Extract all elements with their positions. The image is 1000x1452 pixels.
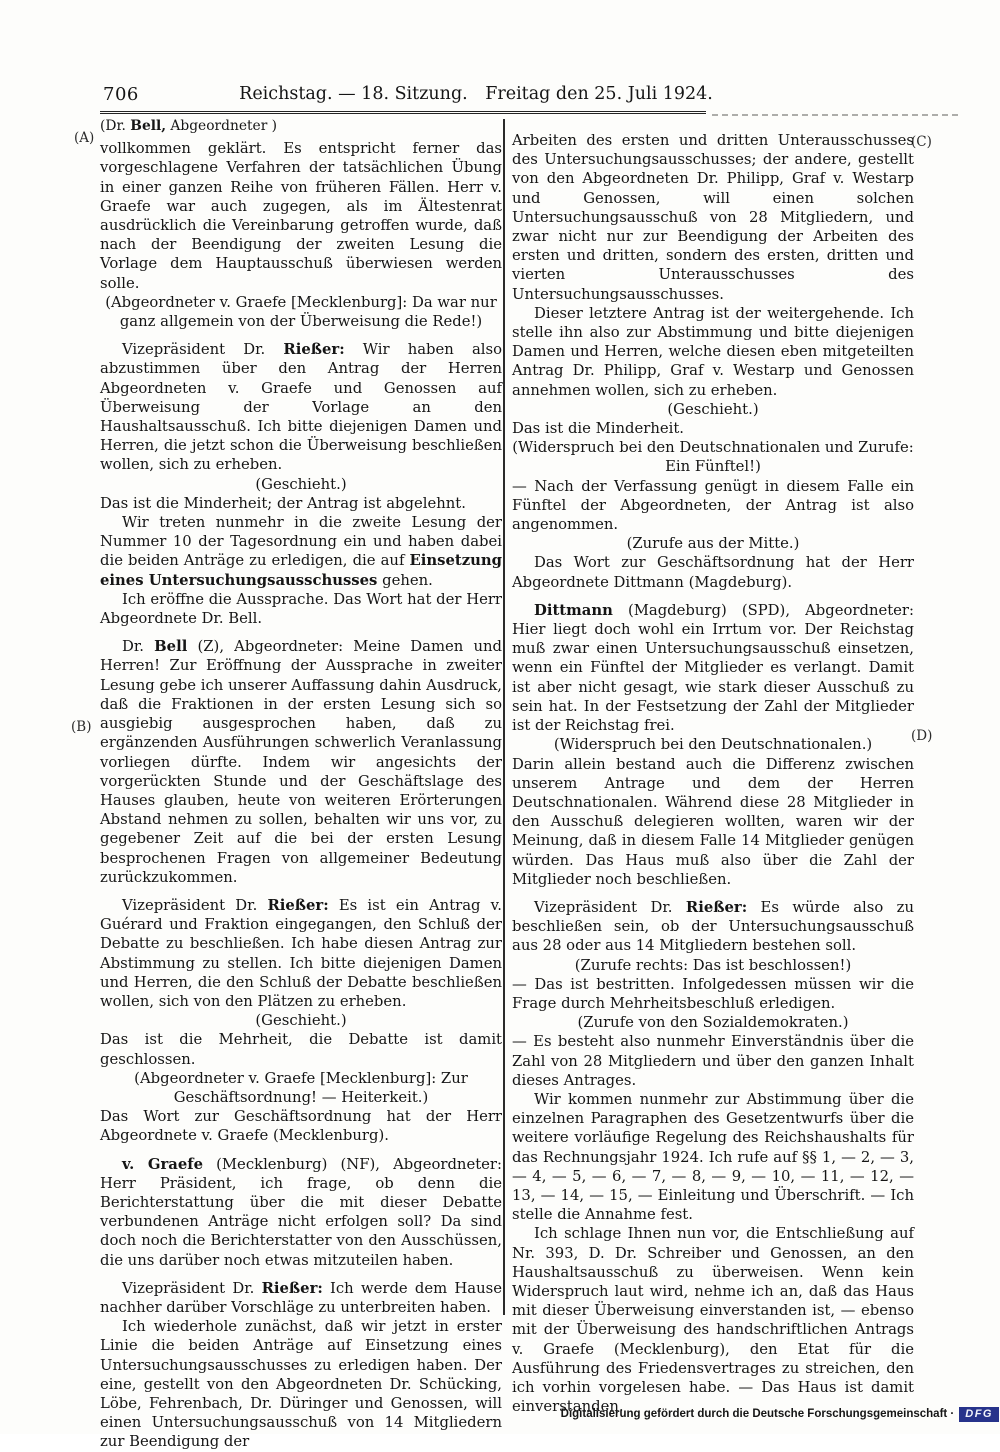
paragraph	[512, 131, 914, 304]
text-segment: Bell	[154, 638, 188, 656]
text-segment: (Widerspruch bei den Deutschnationalen und Zurufe: Ein Fünftel!)	[512, 439, 914, 476]
text-segment: Darin allein bestand auch die Differenz zwischen unserem Antrage und dem der Herren Deutschnationalen. Während diese 28 Mitglieder in den Ausschuß delegieren wollten, waren wir der Meinung, daß in diesem Falle 14 Mitglieder genügen würden. Das Haus muß also über die Zahl der Mitglieder noch beschließen.	[512, 755, 914, 888]
text-segment: (Zurufe aus der Mitte.)	[626, 535, 800, 553]
paragraph	[100, 1155, 502, 1270]
text-segment: Das ist die Mehrheit, die Debatte ist damit geschlossen.	[100, 1031, 502, 1068]
text-segment: Rießer:	[261, 1279, 323, 1297]
text-segment: Das Wort zur Geschäftsordnung hat der Herr Abgeordnete Dittmann (Magdeburg).	[512, 554, 914, 591]
margin-label-a: (A)	[74, 130, 95, 146]
stage-direction	[100, 1069, 502, 1107]
text-segment: Ich eröffne die Aussprache. Das Wort hat der Herr Abgeordnete Dr. Bell.	[100, 590, 502, 628]
paragraph	[100, 513, 502, 590]
text-segment: (Mecklenburg) (NF), Abgeordneter: Herr Präsident, ich frage, ob denn die Berichterstattung über die mit dieser Debatte verbundenen Anträge nicht erfolgen soll? Da sind doch noch die Berichterstatter von den Ausschüssen, die uns darüber noch etwas mitzuteilen haben.	[100, 1155, 502, 1269]
paragraph	[512, 419, 914, 438]
page-number: 706	[103, 84, 139, 105]
text-segment: Wir kommen nunmehr zur Abstimmung über die einzelnen Paragraphen des Gesetzentwurfs über die weitere vorläufige Regelung des Reichshaushalts für das Rechnungsjahr 1924. Ich rufe auf §§ 1, — 2, — 3, — 4, — 5, — 6, — 7, — 8, — 9, — 10, — 11, — 12, — 13, — 14, — 15, — Einleitung und Überschrift. — Ich stelle die Annahme fest.	[512, 1090, 914, 1224]
paragraph	[100, 1030, 502, 1068]
page-header-title: Reichstag. — 18. Sitzung. Freitag den 25. Juli 1924.	[239, 84, 713, 104]
text-segment: Es ist ein Antrag v. Guérard und Fraktion eingegangen, den Schluß der Debatte zu beschließen. Ich habe diesen Antrag zur Abstimmung zu stellen. Ich bitte diejenigen Damen und Herren, die den Schluß der Debatte beschließen wollen, sich von den Plätzen zu erheben.	[100, 896, 502, 1010]
paragraph	[100, 590, 502, 628]
stage-direction	[512, 400, 914, 419]
margin-label-b: (B)	[71, 719, 92, 735]
stage-direction	[100, 293, 502, 331]
text-segment: (Abgeordneter v. Graefe [Mecklenburg]: Da war nur ganz allgemein von der Überweisung die Rede!)	[105, 293, 497, 331]
left-column	[100, 117, 502, 1452]
text-segment: — Das ist bestritten. Infolgedessen müssen wir die Frage durch Mehrheitsbeschluß erledigen.	[512, 975, 914, 1012]
dfg-logo: DFG	[959, 1407, 999, 1422]
text-segment: Rießer:	[685, 898, 748, 916]
paragraph	[512, 553, 914, 591]
paragraph	[512, 477, 914, 535]
margin-label-d: (D)	[911, 728, 933, 744]
stage-direction	[512, 956, 914, 975]
text-segment: Wir treten nunmehr in die zweite Lesung der Nummer 10 der Tagesordnung ein und haben dabei die beiden Anträge zu erledigen, die auf	[100, 514, 502, 570]
right-column	[512, 131, 914, 1416]
column-divider	[503, 119, 505, 1315]
paragraph	[100, 340, 502, 474]
text-segment: — Nach der Verfassung genügt in diesem Falle ein Fünftel der Abgeordneten, der Antrag ist also angenommen.	[512, 477, 914, 534]
text-segment: Das ist die Minderheit; der Antrag ist abgelehnt.	[100, 494, 466, 512]
text-segment: vollkommen geklärt. Es entspricht ferner das vorgeschlagene Verfahren der tatsächlichen Übung in einer ganzen Reihe von früheren Fällen. Herr v. Graefe war auch zugegen, als im Ältestenrat ausdrücklich die Vereinbarung getroffen wurde, daß nach der Beendigung der zweiten Lesung die Vorlage dem Hauptausschuß überwiesen werden solle.	[100, 140, 502, 292]
footer-credit-text: Digitalisierung gefördert durch die Deutsche Forschungsgemeinschaft ·	[560, 1408, 955, 1420]
text-segment: v. Graefe	[122, 1155, 204, 1173]
paragraph	[512, 1032, 914, 1090]
text-segment: Ich schlage Ihnen nun vor, die Entschließung auf Nr. 393, D. Dr. Schreiber und Genossen, an den Haushaltsausschuß zu überweisen. Wenn kein Widerspruch laut wird, nehme ich an, daß das Haus mit dieser Überweisung einverstanden ist, — ebenso mit der Überweisung des handschriftlichen Antrags v. Graefe (Mecklenburg), den Etat für die Ausführung des Friedensvertrages zu streichen, den ich vorhin vorgelesen habe. — Das Haus ist damit einverstanden.	[512, 1225, 914, 1416]
paragraph	[512, 1224, 914, 1416]
text-segment: Einsetzung eines Untersuchungsausschusses	[100, 552, 502, 589]
text-segment: Abgeordneter )	[166, 118, 278, 134]
text-segment: (Dr.	[100, 118, 131, 134]
paragraph	[512, 898, 914, 956]
text-segment: (Widerspruch bei den Deutschnationalen.)	[553, 736, 873, 754]
paragraph	[100, 896, 502, 1011]
stage-direction	[512, 438, 914, 476]
stage-direction	[100, 475, 502, 494]
text-segment: Dittmann	[534, 601, 613, 619]
paragraph	[100, 139, 502, 293]
margin-label-c: (C)	[911, 134, 932, 150]
text-segment: Dieser letztere Antrag ist der weitergehende. Ich stelle ihn also zur Abstimmung und bitte diejenigen Damen und Herren, welche diesen eben mitgeteilten Antrag Dr. Philipp, Graf v. Westarp und Genossen annehmen wollen, sich zu erheben.	[512, 304, 914, 399]
text-segment: Ich werde dem Hause nachher darüber Vorschläge zu unterbreiten haben.	[100, 1279, 502, 1316]
text-segment: Das ist die Minderheit.	[512, 420, 685, 438]
stage-direction	[100, 1011, 502, 1030]
paragraph	[100, 117, 502, 136]
text-segment: Rießer:	[283, 341, 345, 359]
header-rule	[100, 111, 706, 114]
text-segment: (Geschieht.)	[667, 400, 759, 418]
paragraph	[100, 637, 502, 887]
paragraph	[512, 975, 914, 1013]
text-segment: — Es besteht also nunmehr Einverständnis über die Zahl von 28 Mitgliedern und über den ganzen Inhalt dieses Antrages.	[512, 1033, 914, 1089]
header-rule-dashed	[712, 114, 958, 116]
paragraph	[100, 1279, 502, 1317]
text-segment: Bell,	[130, 118, 167, 134]
text-segment: (Zurufe rechts: Das ist beschlossen!)	[574, 956, 852, 974]
text-segment: (Abgeordneter v. Graefe [Mecklenburg]: Zur Geschäftsordnung! — Heiterkeit.)	[134, 1069, 468, 1106]
paragraph	[100, 1107, 502, 1145]
stage-direction	[512, 735, 914, 754]
text-segment: Vizepräsident Dr.	[122, 341, 284, 359]
text-segment: (Magdeburg) (SPD), Abgeordneter: Hier liegt doch wohl ein Irrtum vor. Der Reichstag muß zwar einen Untersuchungsausschuß einsetzen, wenn ein Fünftel der Mitglieder es verlangt. Damit ist aber nicht gesagt, wie stark dieser Ausschuß zu sein hat. In der Festsetzung der Zahl der Mitglieder ist der Reichstag frei.	[512, 601, 914, 735]
footer	[561, 1404, 999, 1424]
text-segment: Vizepräsident Dr.	[122, 1279, 262, 1297]
stage-direction	[512, 534, 914, 553]
text-segment: (Geschieht.)	[255, 1012, 347, 1030]
paragraph	[512, 304, 914, 400]
text-segment: Das Wort zur Geschäftsordnung hat der Herr Abgeordnete v. Graefe (Mecklenburg).	[100, 1108, 502, 1145]
text-segment: (Geschieht.)	[255, 475, 347, 493]
text-segment: Dr.	[122, 638, 155, 656]
paragraph	[100, 494, 502, 513]
text-segment: (Zurufe von den Sozialdemokraten.)	[577, 1014, 849, 1032]
text-segment: Wir haben also abzustimmen über den Antrag der Herren Abgeordneten v. Graefe und Genossen auf Überweisung der Vorlage an den Haushaltsausschuß. Ich bitte diejenigen Damen und Herren, die jetzt schon die Überweisung beschließen wollen, sich zu erheben.	[100, 341, 502, 474]
text-segment: Es würde also zu beschließen sein, ob der Untersuchungsausschuß aus 28 oder aus 14 Mitgliedern bestehen soll.	[512, 898, 914, 955]
page-header	[100, 84, 912, 110]
text-segment: Rießer:	[267, 896, 329, 914]
text-segment: (Z), Abgeordneter: Meine Damen und Herren! Zur Eröffnung der Aussprache in zweiter Lesung gebe ich unserer Auffassung dahin Ausdruck, daß die Fraktionen in der ersten Lesung sich so ausgiebig ausgesprochen haben, daß zu ergänzenden Ausführungen schwerlich Veranlassung vorliegen dürfte. Indem wir angesichts der vorgerückten Stunde und der Geschäftslage des Hauses glauben, heute von weiteren Erörterungen Abstand nehmen zu sollen, behalten wir uns vor, zu gegebener Zeit auf die bei der ersten Lesung besprochenen Fragen von allgemeiner Bedeutung zurückzukommen.	[100, 638, 502, 886]
text-segment: Arbeiten des ersten und dritten Unterausschusses des Untersuchungsausschusses; der andere, gestellt von den Abgeordneten Dr. Philipp, Graf v. Westarp und Genossen, will einen solchen Untersuchungsausschuß von 28 Mitgliedern, und zwar nicht nur zur Beendigung der Arbeiten des ersten und dritten, sondern des ersten, dritten und vierten Unterausschusses des Untersuchungsausschusses.	[512, 132, 914, 303]
text-segment: Vizepräsident Dr.	[534, 898, 686, 916]
paragraph	[512, 601, 914, 735]
stage-direction	[512, 1013, 914, 1032]
paragraph	[512, 755, 914, 889]
text-segment: Vizepräsident Dr.	[122, 896, 268, 914]
text-segment: gehen.	[377, 571, 433, 589]
text-segment: Ich wiederhole zunächst, daß wir jetzt in erster Linie die beiden Anträge auf Einsetzung eines Untersuchungsausschusses zu erledigen haben. Der eine, gestellt von den Abgeordneten Dr. Schücking, Löbe, Fehrenbach, Dr. Düringer und Genossen, will einen Untersuchungsausschuß von 14 Mitgliedern zur Beendigung der	[100, 1318, 502, 1451]
paragraph	[512, 1090, 914, 1224]
paragraph	[100, 1317, 502, 1451]
